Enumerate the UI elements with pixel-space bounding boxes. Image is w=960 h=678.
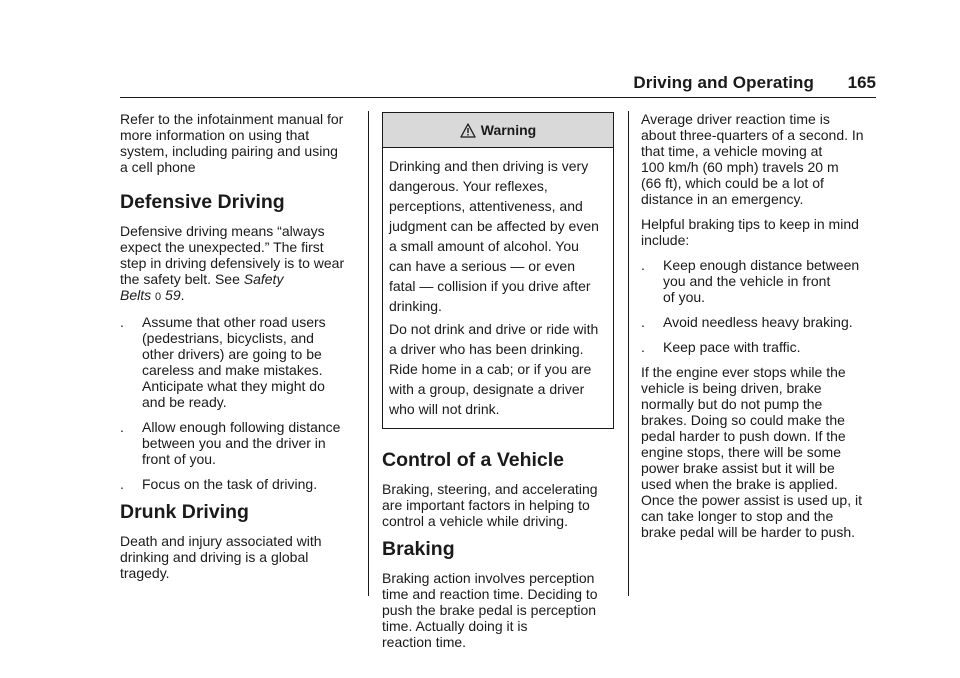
column-3 — [641, 111, 877, 549]
heading-drunk-driving: Drunk Driving — [120, 501, 249, 523]
bullet-icon: . — [641, 257, 645, 273]
column-2 — [382, 111, 614, 659]
list-item: . Assume that other road users (pedestrians, bicyclists, and other drivers) are going to be careless and make mistakes. Anticipate what they might do and be ready. — [120, 314, 326, 410]
list-item: . Avoid needless heavy braking. — [641, 314, 853, 330]
warning-triangle-icon — [460, 123, 476, 138]
section-title: Driving and Operating — [633, 73, 814, 92]
column-divider-1 — [368, 111, 369, 596]
column-1 — [120, 111, 356, 590]
warning-header — [383, 113, 613, 148]
safety-belts-link[interactable]: Safety — [243, 271, 284, 287]
braking-paragraph: Braking action involves perception time and reaction time. Deciding to push the brake pedal is perception time. Actually doing it is reaction time. — [382, 570, 598, 650]
heading-control-of-a-vehicle: Control of a Vehicle — [382, 449, 565, 471]
list-item: . Keep pace with traffic. — [641, 339, 801, 355]
list-item: . Allow enough following distance between you and the driver in front of you. — [120, 419, 341, 467]
column-divider-2 — [628, 111, 629, 596]
intro-paragraph: Refer to the infotainment manual for more information on using that system, including pairing and using a cell phone — [120, 111, 344, 175]
warning-paragraph-1: Drinking and then driving is very dangerous. Your reflexes, perceptions, attentiveness, and judgment can be affected by even a small amount of alcohol. You can have a serious — or even fatal — collision if you drive after drinking. — [389, 158, 599, 314]
page-number: 165 — [847, 73, 876, 92]
defensive-paragraph: Defensive driving means “always expect the unexpected.” The first step in driving defensively is to wear the safety belt. See Safety Belts 0 59. — [120, 223, 345, 303]
page-ref-number[interactable]: 59 — [165, 287, 181, 303]
warning-title: Warning — [480, 122, 537, 138]
heading-braking: Braking — [382, 538, 455, 560]
braking-tips-intro: Helpful braking tips to keep in mind include: — [641, 216, 859, 248]
bullet-icon: . — [641, 314, 645, 330]
bullet-icon: . — [641, 339, 645, 355]
list-item: . Keep enough distance between you and the vehicle in front of you. — [641, 257, 860, 305]
bullet-icon: . — [120, 419, 124, 435]
page-header — [120, 71, 876, 98]
engine-stops-paragraph: If the engine ever stops while the vehicle is being driven, brake normally but do not pump the brakes. Doing so could make the pedal harder to push down. If the engine stops, there will be some power brake assist but it will be used when the brake is applied. Once the power assist is used up, it can take longer to stop and the brake pedal will be harder to push. — [641, 364, 862, 540]
drunk-paragraph: Death and injury associated with drinking and driving is a global tragedy. — [120, 533, 322, 581]
warning-paragraph-2: Do not drink and drive or ride with a driver who has been drinking. Ride home in a cab; or if you are with a group, designate a driver who will not drink. — [389, 321, 599, 417]
warning-box — [382, 112, 614, 429]
list-item: . Focus on the task of driving. — [120, 476, 318, 492]
reaction-time-paragraph: Average driver reaction time is about three-quarters of a second. In that time, a vehicle moving at 100 km/h (60 mph) travels 20 m (66 ft), which could be a lot of distance in an emergency. — [641, 111, 864, 207]
bullet-icon: . — [120, 476, 124, 492]
control-paragraph: Braking, steering, and accelerating are important factors in helping to control a vehicle while driving. — [382, 481, 598, 529]
safety-belts-link-cont[interactable]: Belts — [120, 287, 152, 303]
page-ref-arrow-icon: 0 — [155, 291, 162, 303]
heading-defensive-driving: Defensive Driving — [120, 191, 285, 213]
bullet-icon: . — [120, 314, 124, 330]
warning-body — [383, 148, 613, 428]
